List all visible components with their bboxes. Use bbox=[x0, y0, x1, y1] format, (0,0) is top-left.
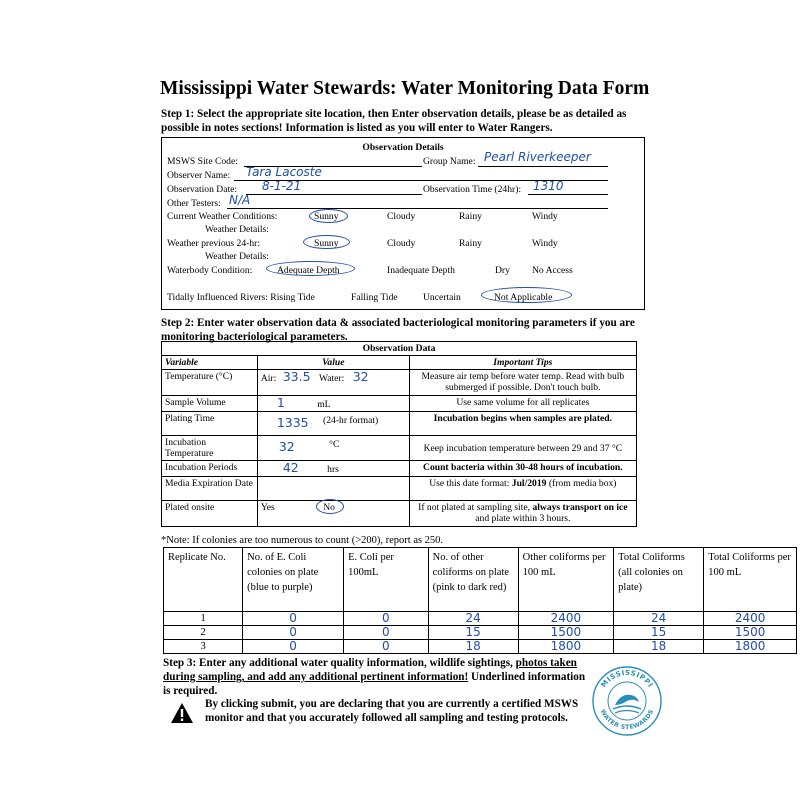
plating-value-cell[interactable] bbox=[257, 412, 409, 436]
replicate-header-row bbox=[164, 548, 797, 612]
current-weather-windy[interactable]: Windy bbox=[532, 211, 558, 222]
replicate-cell[interactable]: 1500 bbox=[704, 626, 797, 640]
media-tip bbox=[409, 477, 636, 501]
plated-value-cell[interactable] bbox=[257, 501, 409, 527]
replicate-cell[interactable]: 2400 bbox=[518, 612, 613, 626]
current-weather-selection-circle bbox=[309, 209, 348, 223]
volume-tip: Use same volume for all replicates bbox=[409, 396, 636, 412]
replicate-header-2: E. Coli per 100mL bbox=[344, 548, 429, 612]
plated-tip-pre: If not plated at sampling site, bbox=[418, 502, 533, 513]
volume-value: 1 bbox=[276, 395, 285, 410]
tidal-selection-circle bbox=[481, 287, 572, 303]
time-label: Observation Time (24hr): bbox=[423, 184, 522, 195]
incub-temp-value: 32 bbox=[278, 439, 295, 454]
water-value: 32 bbox=[352, 369, 369, 384]
testers-label: Other Testers: bbox=[167, 198, 221, 209]
incub-period-tip: Count bacteria within 30-48 hours of incubation. bbox=[409, 461, 636, 477]
step1-line2: possible in notes sections! Information is listed as you will enter to Water Rangers. bbox=[161, 122, 553, 134]
replicate-header-3: No. of other coliforms on plate (pink to dark red) bbox=[428, 548, 518, 612]
step1-line1: Step 1: Select the appropriate site location, then Enter observation details, please be as detailed as bbox=[161, 108, 627, 120]
plated-tip-bold: always transport on ice bbox=[532, 502, 628, 513]
table-row bbox=[164, 626, 797, 640]
media-tip-pre: Use this date format: bbox=[429, 478, 512, 489]
current-weather-details-label: Weather Details: bbox=[205, 224, 269, 235]
step3-line1-text: Step 3: Enter any additional water quality information, wildlife sightings, bbox=[163, 657, 516, 669]
table-row bbox=[164, 612, 797, 626]
replicate-header-0: Replicate No. bbox=[164, 548, 243, 612]
warning-icon bbox=[170, 702, 194, 724]
replicate-table bbox=[163, 547, 797, 654]
temp-tip: Measure air temp before water temp. Read with bulb submerged if possible. Don't touch bulb. bbox=[409, 370, 636, 396]
current-weather-sunny[interactable]: Sunny bbox=[314, 211, 339, 222]
step2-instructions bbox=[161, 316, 800, 344]
plated-tip-post: and plate within 3 hours. bbox=[475, 513, 571, 524]
col-variable: Variable bbox=[162, 356, 258, 370]
replicate-number: 2 bbox=[164, 626, 243, 640]
previous-weather-sunny[interactable]: Sunny bbox=[314, 238, 339, 249]
plating-label: Plating Time bbox=[162, 412, 258, 436]
incub-period-value-cell[interactable] bbox=[257, 461, 409, 477]
replicate-cell[interactable]: 0 bbox=[344, 640, 429, 654]
tidal-falling[interactable]: Falling Tide bbox=[351, 292, 398, 303]
incub-period-unit: hrs bbox=[327, 464, 339, 475]
waterbody-no-access[interactable]: No Access bbox=[532, 265, 573, 276]
replicate-cell[interactable]: 18 bbox=[428, 640, 518, 654]
water-label: Water: bbox=[318, 373, 345, 384]
tidal-label: Tidally Influenced Rivers: Rising Tide bbox=[167, 292, 315, 303]
waterbody-dry[interactable]: Dry bbox=[495, 265, 510, 276]
step2-line2: monitoring bacteriological parameters. bbox=[161, 331, 348, 343]
col-value: Value bbox=[257, 356, 409, 370]
waterbody-adequate[interactable]: Adequate Depth bbox=[277, 265, 340, 276]
current-weather-cloudy[interactable]: Cloudy bbox=[387, 211, 416, 222]
plating-unit: (24-hr format) bbox=[323, 415, 379, 426]
replicate-cell[interactable]: 0 bbox=[344, 612, 429, 626]
date-label: Observation Date: bbox=[167, 184, 238, 195]
incub-temp-label: Incubation Temperature bbox=[162, 436, 258, 461]
step3-line2 bbox=[163, 670, 633, 684]
waterbody-selection-circle bbox=[266, 261, 355, 276]
step3-instructions bbox=[163, 656, 633, 698]
replicate-header-1: No. of E. Coli colonies on plate (blue to purple) bbox=[243, 548, 344, 612]
col-tips: Important Tips bbox=[409, 356, 636, 370]
previous-weather-selection-circle bbox=[303, 235, 350, 249]
plated-selection-circle bbox=[316, 499, 344, 514]
plated-no[interactable] bbox=[323, 502, 335, 513]
incub-temp-tip: Keep incubation temperature between 29 and 37 °C bbox=[409, 436, 636, 461]
replicate-cell[interactable]: 1500 bbox=[518, 626, 613, 640]
step3-line1-underlined: photos taken bbox=[515, 657, 577, 669]
declaration-line1: By clicking submit, you are declaring that you are currently a certified MSWS bbox=[205, 698, 579, 710]
air-value: 33.5 bbox=[282, 369, 311, 384]
air-label: Air: bbox=[260, 373, 277, 384]
observation-data-table bbox=[161, 341, 637, 527]
tidal-not-applicable[interactable]: Not Applicable bbox=[494, 292, 553, 303]
current-weather-rainy[interactable]: Rainy bbox=[459, 211, 482, 222]
step3-line2-underlined: during sampling, and add any additional pertinent information! bbox=[163, 671, 469, 683]
incub-period-label: Incubation Periods bbox=[162, 461, 258, 477]
seal-bottom-text: WATER STEWARDS bbox=[598, 708, 656, 732]
time-field[interactable] bbox=[528, 194, 608, 195]
replicate-cell[interactable]: 15 bbox=[614, 626, 704, 640]
temp-value-cell[interactable] bbox=[257, 370, 409, 396]
svg-text:MISSISSIPPI bbox=[600, 669, 655, 689]
plated-tip bbox=[409, 501, 636, 527]
step3-line1 bbox=[163, 656, 633, 670]
replicate-cell[interactable]: 2400 bbox=[704, 612, 797, 626]
temp-label: Temperature (°C) bbox=[162, 370, 258, 396]
replicate-cell[interactable]: 15 bbox=[428, 626, 518, 640]
previous-weather-windy[interactable]: Windy bbox=[532, 238, 558, 249]
date-value: 8-1-21 bbox=[262, 179, 302, 193]
time-value: 1310 bbox=[533, 179, 564, 193]
replicate-cell[interactable]: 1800 bbox=[518, 640, 613, 654]
media-label: Media Expiration Date bbox=[162, 477, 258, 501]
group-name-value: Pearl Riverkeeper bbox=[484, 150, 591, 164]
waterbody-label: Waterbody Condition: bbox=[167, 265, 253, 276]
incub-period-value: 42 bbox=[282, 460, 299, 475]
media-value-cell[interactable] bbox=[257, 477, 409, 501]
step1-instructions bbox=[161, 107, 800, 135]
group-name-field[interactable] bbox=[478, 166, 608, 167]
replicate-cell[interactable]: 0 bbox=[243, 626, 344, 640]
plating-value: 1335 bbox=[276, 415, 309, 430]
media-tip-format: Jul/2019 bbox=[511, 478, 547, 489]
plating-tip: Incubation begins when samples are plated. bbox=[409, 412, 636, 436]
table-row bbox=[164, 640, 797, 654]
mississippi-water-stewards-seal-icon bbox=[591, 665, 663, 737]
plated-no-label: No bbox=[323, 502, 335, 513]
declaration-line2: monitor and that you accurately followed all sampling and testing protocols. bbox=[205, 712, 568, 724]
current-weather-label: Current Weather Conditions: bbox=[167, 211, 278, 222]
volume-value-cell[interactable] bbox=[257, 396, 409, 412]
replicate-cell[interactable]: 0 bbox=[344, 626, 429, 640]
replicate-number: 3 bbox=[164, 640, 243, 654]
replicate-note: *Note: If colonies are too numerous to count (>200), report as 250. bbox=[161, 535, 444, 546]
replicate-cell[interactable]: 24 bbox=[428, 612, 518, 626]
step3-line3: is required. bbox=[163, 685, 218, 697]
plated-label: Plated onsite bbox=[162, 501, 258, 527]
previous-weather-rainy[interactable]: Rainy bbox=[459, 238, 482, 249]
replicate-cell[interactable]: 0 bbox=[243, 640, 344, 654]
incub-temp-unit: °C bbox=[329, 439, 340, 450]
previous-weather-cloudy[interactable]: Cloudy bbox=[387, 238, 416, 249]
replicate-cell[interactable]: 1800 bbox=[704, 640, 797, 654]
testers-value: N/A bbox=[229, 193, 251, 207]
testers-field[interactable] bbox=[227, 208, 608, 209]
step2-line1: Step 2: Enter water observation data & associated bacteriological monitoring parameters if you are bbox=[161, 317, 635, 329]
incub-temp-value-cell[interactable] bbox=[257, 436, 409, 461]
replicate-header-6: Total Coliforms per 100 mL bbox=[704, 548, 797, 612]
site-code-label: MSWS Site Code: bbox=[167, 156, 238, 167]
waterbody-inadequate[interactable]: Inadequate Depth bbox=[387, 265, 455, 276]
observer-label: Observer Name: bbox=[167, 170, 231, 181]
declaration bbox=[205, 697, 625, 725]
volume-unit: mL bbox=[317, 399, 331, 410]
replicate-header-5: Total Coliforms (all colonies on plate) bbox=[614, 548, 704, 612]
seal-top-text: MISSISSIPPI bbox=[599, 668, 655, 690]
observation-data-header: Observation Data bbox=[162, 342, 637, 356]
replicate-number: 1 bbox=[164, 612, 243, 626]
plated-yes[interactable]: Yes bbox=[260, 502, 275, 513]
step3-line2-text: Underlined information bbox=[468, 671, 586, 683]
media-tip-post: (from media box) bbox=[546, 478, 617, 489]
replicate-cell[interactable]: 24 bbox=[614, 612, 704, 626]
previous-weather-label: Weather previous 24-hr: bbox=[167, 238, 260, 249]
observation-details-header: Observation Details bbox=[362, 142, 444, 153]
date-field[interactable] bbox=[246, 194, 422, 195]
replicate-body bbox=[164, 612, 797, 654]
replicate-header-4: Other coliforms per 100 mL bbox=[518, 548, 613, 612]
tidal-uncertain[interactable]: Uncertain bbox=[423, 292, 461, 303]
observer-value: Tara Lacoste bbox=[246, 165, 322, 179]
volume-label: Sample Volume bbox=[162, 396, 258, 412]
replicate-cell[interactable]: 0 bbox=[243, 612, 344, 626]
page-title: Mississippi Water Stewards: Water Monitoring Data Form bbox=[160, 78, 650, 99]
replicate-cell[interactable]: 18 bbox=[614, 640, 704, 654]
group-name-label: Group Name: bbox=[423, 156, 476, 167]
previous-weather-details-label: Weather Details: bbox=[205, 251, 269, 262]
